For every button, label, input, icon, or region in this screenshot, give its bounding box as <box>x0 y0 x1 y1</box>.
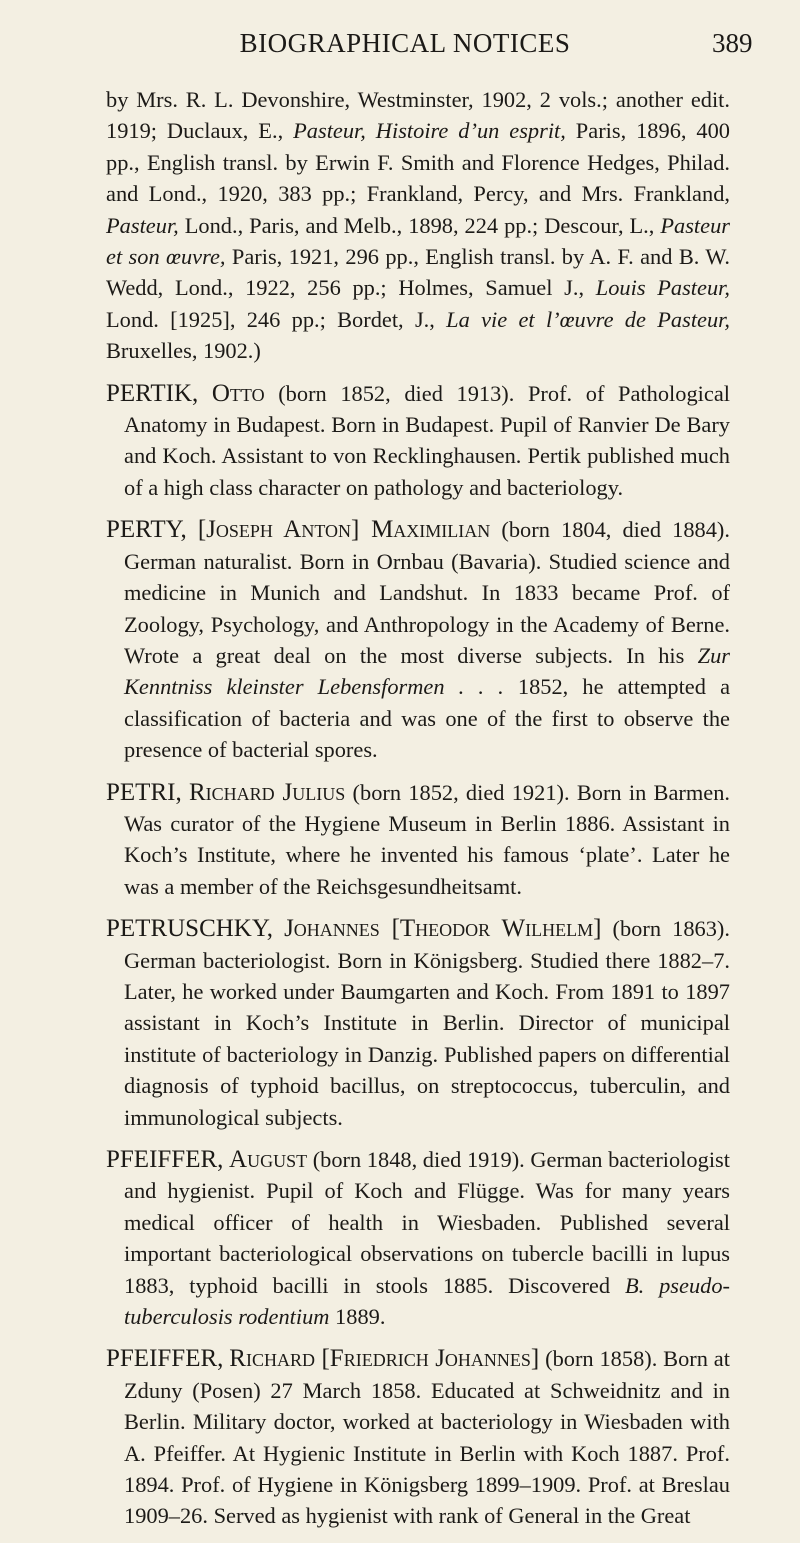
entry-text: (born 1863). German bacteriologist. Born in Königsberg. Studied there 1882–7. Later, he worked under Baumgarten and Koch. From 1891 to 1897 assistant in Koch’s Institute in Berlin. Director of municipal institute of bacteriology in Danzig. Published papers on differential diagnosis of typhoid bacillus, on streptococcus, tuberculin, and immunological subjects. <box>124 916 730 1130</box>
entry-text: (born 1852, died 1921). Born in Barmen. Was curator of the Hygiene Museum in Berlin 1886. Assistant in Koch’s Institute, where he invented his famous ‘plate’. Later he was a member of the Reichsgesundheitsamt. <box>124 779 730 899</box>
entry-pfeiffer-richard <box>106 1343 730 1531</box>
entry-italic-title: Zur Kenntniss kleinster Lebensformen . . . <box>124 642 730 700</box>
entry-forenames: Richard Julius <box>188 778 346 806</box>
entry-forenames: August <box>229 1146 308 1173</box>
entry-forenames: Otto <box>211 379 265 407</box>
page-body <box>106 84 730 1543</box>
entry-surname: PFEIFFER, <box>106 1345 224 1373</box>
entry-petruschky <box>106 913 730 1133</box>
entry-surname: PERTY, <box>106 516 187 544</box>
continued-bibliography: by Mrs. R. L. Devonshire, Westminster, 1902, 2 vols.; another edit. 1919; Duclaux, E., Pasteur, Histoire d’un esprit, Paris, 1896, 400 pp., English transl. by Erwin F. Smith and Florence Hedges, Philad. and Lond., 1920, 383 pp.; Frankland, Percy, and Mrs. Frankland, Pasteur, Lond., Paris, and Melb., 1898, 224 pp.; Descour, L., Pasteur et son œuvre, Paris, 1921, 296 pp., English transl. by A. F. and B. W. Wedd, Lond., 1922, 256 pp.; Holmes, Samuel J., Louis Pasteur, Lond. [1925], 246 pp.; Bordet, J., La vie et l’œuvre de Pasteur, Bruxelles, 1902.) <box>106 87 731 364</box>
entry-surname: PETRUSCHKY, <box>106 915 273 943</box>
running-head: BIOGRAPHICAL NOTICES <box>239 28 571 58</box>
entry-perty <box>106 514 730 765</box>
entry-text: (born 1852, died 1913). Prof. of Pathological Anatomy in Budapest. Born in Budapest. Pupil of Ranvier De Bary and Koch. Assistant to von Recklinghausen. Pertik published much of a high class character on pathology and bacteriology. <box>124 380 730 500</box>
entry-surname: PERTIK, <box>106 379 199 407</box>
entry-pfeiffer-august <box>106 1144 730 1332</box>
entry-forenames: Richard [Friedrich Johannes] <box>229 1345 540 1373</box>
entry-text: 1889. <box>329 1304 386 1330</box>
entry-surname: PFEIFFER, <box>106 1146 224 1173</box>
entry-text: (born 1848, died 1919). German bacteriologist and hygienist. Pupil of Koch and Flügge. Was for many years medical officer of health in Wiesbaden. Published several important bacteriological observations on tubercle bacilli in lupus 1883, typhoid bacilli in stools 1885. Discovered <box>124 1147 730 1298</box>
entry-text: (born 1804, died 1884). German naturalist. Born in Ornbau (Bavaria). Studied science and medicine in Munich and Landshut. In 1833 became Prof. of Zoology, Psychology, and Anthropology in the Academy of Berne. Wrote a great deal on the most diverse subjects. In his <box>124 517 730 668</box>
entry-surname: PETRI, <box>106 778 182 806</box>
entry-text: 1852, he attempted a classification of bacteria and was one of the first to observe the presence of bacterial spores. <box>124 674 731 763</box>
entry-italic-species: B. pseudo-tuberculosis rodentium <box>124 1272 730 1330</box>
entry-pertik <box>106 378 730 504</box>
entry-forenames: [Joseph Anton] Maximilian <box>197 516 491 544</box>
entry-forenames: Johannes [Theodor Wilhelm] <box>284 915 602 943</box>
entry-text: (born 1858). Born at Zduny (Posen) 27 March 1858. Educated at Schweidnitz and in Berlin. Military doctor, worked at bacteriology in Wiesbaden with A. Pfeiffer. At Hygienic Institute in Berlin with Koch 1887. Prof. 1894. Prof. of Hygiene in Königsberg 1899–1909. Prof. at Breslau 1909–26. Served as hygienist with rank of General in the Great <box>124 1346 730 1529</box>
page-number: 389 <box>712 28 753 58</box>
entry-petri <box>106 777 730 903</box>
